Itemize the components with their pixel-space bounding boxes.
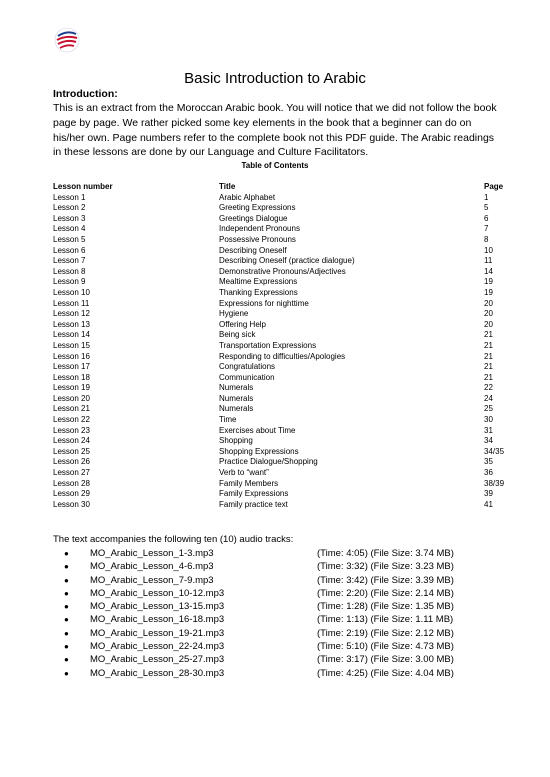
- toc-lesson-cell: Lesson 11: [53, 298, 90, 308]
- toc-lesson-cell: Lesson 26: [53, 457, 90, 467]
- toc-lesson-cell: Lesson 29: [53, 489, 90, 499]
- toc-lesson-cell: Lesson 15: [53, 340, 90, 350]
- toc-title: Table of Contents: [241, 161, 309, 170]
- page-title: Basic Introduction to Arabic: [184, 70, 366, 87]
- audio-track-filename: MO_Arabic_Lesson_13-15.mp3: [90, 601, 225, 613]
- us-peace-corps-style-flag-logo-icon: [54, 27, 80, 53]
- bullet-icon: ●: [64, 602, 69, 612]
- audio-track-filename: MO_Arabic_Lesson_28-30.mp3: [90, 667, 225, 679]
- toc-row: [53, 415, 498, 426]
- audio-track-item: [53, 587, 513, 600]
- toc-lesson-cell: Lesson 7: [53, 256, 86, 266]
- bullet-icon: ●: [64, 615, 69, 625]
- toc-lesson-cell: Lesson 25: [53, 446, 90, 456]
- toc-page-cell: 20: [484, 298, 493, 308]
- toc-title-cell: Describing Oneself (practice dialogue): [219, 256, 355, 266]
- bullet-icon: ●: [64, 562, 69, 572]
- toc-page-cell: 10: [484, 245, 493, 255]
- toc-title-cell: Offering Help: [219, 319, 266, 329]
- toc-page-cell: 1: [484, 192, 489, 202]
- introduction-section: [53, 88, 503, 160]
- toc-row: [53, 330, 498, 341]
- toc-row: [53, 446, 505, 458]
- toc-title-cell: Shopping Expressions: [219, 446, 299, 456]
- bullet-icon: ●: [64, 575, 69, 585]
- toc-title-cell: Greeting Expressions: [219, 203, 296, 213]
- audio-track-item: [53, 600, 513, 613]
- toc-title-cell: Exercises about Time: [219, 425, 296, 435]
- toc-page-cell: 21: [484, 372, 493, 382]
- toc-row: [53, 404, 498, 415]
- audio-track-item: [53, 547, 513, 560]
- audio-track-info: (Time: 2:19) (File Size: 2.12 MB): [317, 627, 454, 639]
- toc-page-cell: 11: [484, 256, 493, 266]
- toc-header-row: [53, 182, 504, 193]
- audio-track-filename: MO_Arabic_Lesson_1-3.mp3: [90, 548, 214, 559]
- toc-header-page: Page: [484, 182, 504, 191]
- toc-page-cell: 21: [484, 362, 493, 372]
- toc-title-cell: Arabic Alphabet: [219, 192, 276, 202]
- audio-track-item: [53, 613, 513, 626]
- toc-page-cell: 21: [484, 340, 493, 350]
- toc-page-cell: 14: [484, 266, 493, 276]
- toc-page-cell: 7: [484, 224, 489, 234]
- bullet-icon: ●: [64, 655, 69, 665]
- toc-title-cell: Verb to “want”: [219, 468, 269, 478]
- toc-lesson-cell: Lesson 9: [53, 277, 86, 287]
- toc-row: [53, 235, 498, 246]
- toc-title-cell: Describing Oneself: [219, 245, 287, 255]
- audio-track-info: (Time: 4:05) (File Size: 3.74 MB): [317, 548, 454, 559]
- toc-lesson-cell: Lesson 23: [53, 425, 90, 435]
- toc-lesson-cell: Lesson 8: [53, 266, 86, 276]
- toc-title-cell: Family practice text: [219, 499, 288, 509]
- audio-track-filename: MO_Arabic_Lesson_10-12.mp3: [90, 587, 225, 599]
- audio-track-info: (Time: 4:25) (File Size: 4.04 MB): [317, 667, 454, 679]
- audio-track-item: [53, 560, 513, 573]
- toc-lesson-cell: Lesson 24: [53, 436, 90, 446]
- audio-track-info: (Time: 3:17) (File Size: 3.00 MB): [317, 654, 454, 666]
- toc-row: [53, 352, 498, 363]
- toc-page-cell: 19: [484, 277, 493, 287]
- toc-page-cell: 8: [484, 234, 489, 244]
- toc-row: [53, 341, 498, 352]
- toc-title-cell: Family Expressions: [219, 489, 289, 499]
- toc-page-cell: 36: [484, 468, 493, 478]
- toc-row: [53, 299, 498, 310]
- toc-title-cell: Numerals: [219, 404, 254, 414]
- toc-row: [53, 383, 498, 394]
- toc-page-cell: 31: [484, 425, 493, 435]
- toc-title-cell: Congratulations: [219, 362, 276, 372]
- audio-track-item: [53, 574, 513, 587]
- toc-row: [53, 426, 498, 437]
- toc-row: [53, 320, 498, 331]
- audio-track-filename: MO_Arabic_Lesson_7-9.mp3: [90, 574, 214, 586]
- bullet-icon: ●: [64, 668, 69, 678]
- audio-track-filename: MO_Arabic_Lesson_25-27.mp3: [90, 654, 225, 666]
- toc-title-cell: Family Members: [219, 478, 279, 488]
- toc-title-cell: Transportation Expressions: [219, 340, 317, 350]
- table-of-contents: [53, 182, 505, 510]
- toc-title-cell: Time: [219, 415, 237, 425]
- toc-page-cell: 6: [484, 213, 489, 223]
- toc-page-cell: 39: [484, 489, 493, 499]
- toc-lesson-cell: Lesson 5: [53, 234, 86, 244]
- toc-row: [53, 362, 498, 373]
- introduction-heading: Introduction:: [53, 88, 118, 100]
- toc-lesson-cell: Lesson 30: [53, 499, 90, 509]
- toc-row: [53, 214, 498, 225]
- toc-lesson-cell: Lesson 22: [53, 415, 90, 425]
- toc-title-cell: Shopping: [219, 436, 253, 446]
- toc-row: [53, 256, 498, 267]
- toc-page-cell: 22: [484, 383, 493, 393]
- toc-page-cell: 19: [484, 287, 493, 297]
- toc-lesson-cell: Lesson 18: [53, 372, 90, 382]
- toc-row: [53, 394, 498, 405]
- toc-page-cell: 34: [484, 436, 493, 446]
- toc-row: [53, 277, 498, 288]
- audio-track-info: (Time: 2:20) (File Size: 2.14 MB): [317, 587, 454, 599]
- toc-title-cell: Possessive Pronouns: [219, 234, 296, 244]
- toc-page-cell: 20: [484, 319, 493, 329]
- toc-title-cell: Mealtime Expressions: [219, 277, 298, 287]
- toc-lesson-cell: Lesson 28: [53, 478, 90, 488]
- toc-row: [53, 489, 498, 500]
- toc-row: [53, 500, 498, 511]
- audio-track-item: [53, 640, 513, 653]
- toc-lesson-cell: Lesson 10: [53, 287, 90, 297]
- toc-title-cell: Practice Dialogue/Shopping: [219, 457, 318, 467]
- toc-lesson-cell: Lesson 4: [53, 224, 86, 234]
- toc-row: [53, 193, 498, 204]
- toc-title-cell: Hygiene: [219, 309, 249, 319]
- toc-lesson-cell: Lesson 2: [53, 203, 86, 213]
- toc-title-cell: Numerals: [219, 393, 254, 403]
- toc-lesson-cell: Lesson 1: [53, 192, 86, 202]
- toc-lesson-cell: Lesson 13: [53, 319, 90, 329]
- audio-track-item: [53, 627, 513, 640]
- audio-track-info: (Time: 1:28) (File Size: 1.35 MB): [317, 601, 454, 613]
- toc-lesson-cell: Lesson 14: [53, 330, 90, 340]
- toc-row: [53, 468, 498, 479]
- bullet-icon: ●: [64, 588, 69, 598]
- audio-track-item: [53, 667, 513, 680]
- toc-lesson-cell: Lesson 12: [53, 309, 90, 319]
- audio-tracks-section: [53, 533, 513, 680]
- toc-lesson-cell: Lesson 16: [53, 351, 90, 361]
- toc-header-lesson: Lesson number: [53, 182, 113, 191]
- audio-track-filename: MO_Arabic_Lesson_19-21.mp3: [90, 627, 225, 639]
- audio-track-filename: MO_Arabic_Lesson_4-6.mp3: [90, 561, 214, 573]
- toc-page-cell: 21: [484, 351, 493, 361]
- toc-lesson-cell: Lesson 20: [53, 393, 90, 403]
- toc-row: [53, 267, 498, 278]
- toc-page-cell: 25: [484, 404, 493, 414]
- audio-track-info: (Time: 3:42) (File Size: 3.39 MB): [317, 574, 454, 586]
- toc-page-cell: 38/39: [484, 478, 505, 488]
- toc-row: [53, 478, 505, 490]
- toc-title-cell: Greetings Dialogue: [219, 213, 288, 223]
- toc-lesson-cell: Lesson 19: [53, 383, 90, 393]
- audio-intro-text: The text accompanies the following ten (10) audio tracks:: [53, 534, 294, 545]
- bullet-icon: ●: [64, 642, 69, 652]
- toc-row: [53, 457, 498, 468]
- toc-lesson-cell: Lesson 3: [53, 213, 86, 223]
- toc-title-cell: Responding to difficulties/Apologies: [219, 351, 346, 361]
- toc-page-cell: 30: [484, 415, 493, 425]
- toc-page-cell: 20: [484, 309, 493, 319]
- toc-page-cell: 21: [484, 330, 493, 340]
- audio-track-item: [53, 653, 513, 666]
- introduction-text: This is an extract from the Moroccan Arabic book. You will notice that we did not follow the book page by page. We rather picked some key elements in the book that a beginner can do on his/her own. Page numbers refer to the complete book not this PDF guide. The Arabic readings in these lessons are done by our Language and Culture Facilitators.: [53, 102, 497, 159]
- toc-page-cell: 24: [484, 393, 493, 403]
- audio-track-info: (Time: 1:13) (File Size: 1.11 MB): [317, 614, 454, 626]
- toc-row: [53, 373, 498, 384]
- toc-row: [53, 288, 498, 299]
- audio-track-filename: MO_Arabic_Lesson_22-24.mp3: [90, 641, 225, 653]
- audio-track-info: (Time: 3:32) (File Size: 3.23 MB): [317, 561, 454, 573]
- toc-row: [53, 246, 498, 257]
- toc-page-cell: 34/35: [484, 446, 505, 456]
- toc-title-cell: Communication: [219, 372, 275, 382]
- toc-row: [53, 309, 498, 320]
- toc-title-cell: Numerals: [219, 383, 254, 393]
- bullet-icon: ●: [64, 549, 69, 558]
- toc-page-cell: 41: [484, 499, 493, 509]
- audio-track-info: (Time: 5:10) (File Size: 4.73 MB): [317, 641, 454, 653]
- toc-lesson-cell: Lesson 27: [53, 468, 90, 478]
- toc-title-cell: Independent Pronouns: [219, 224, 300, 234]
- bullet-icon: ●: [64, 628, 69, 638]
- toc-title-cell: Thanking Expressions: [219, 287, 298, 297]
- toc-page-cell: 5: [484, 203, 489, 213]
- toc-lesson-cell: Lesson 6: [53, 245, 86, 255]
- audio-track-filename: MO_Arabic_Lesson_16-18.mp3: [90, 614, 225, 626]
- toc-lesson-cell: Lesson 21: [53, 404, 90, 414]
- toc-title-cell: Being sick: [219, 330, 256, 340]
- toc-row: [53, 203, 498, 214]
- toc-lesson-cell: Lesson 17: [53, 362, 90, 372]
- toc-row: [53, 224, 498, 235]
- toc-row: [53, 436, 498, 447]
- toc-page-cell: 35: [484, 457, 493, 467]
- toc-header-title: Title: [219, 182, 236, 191]
- toc-title-cell: Expressions for nighttime: [219, 298, 309, 308]
- toc-title-cell: Demonstrative Pronouns/Adjectives: [219, 266, 346, 276]
